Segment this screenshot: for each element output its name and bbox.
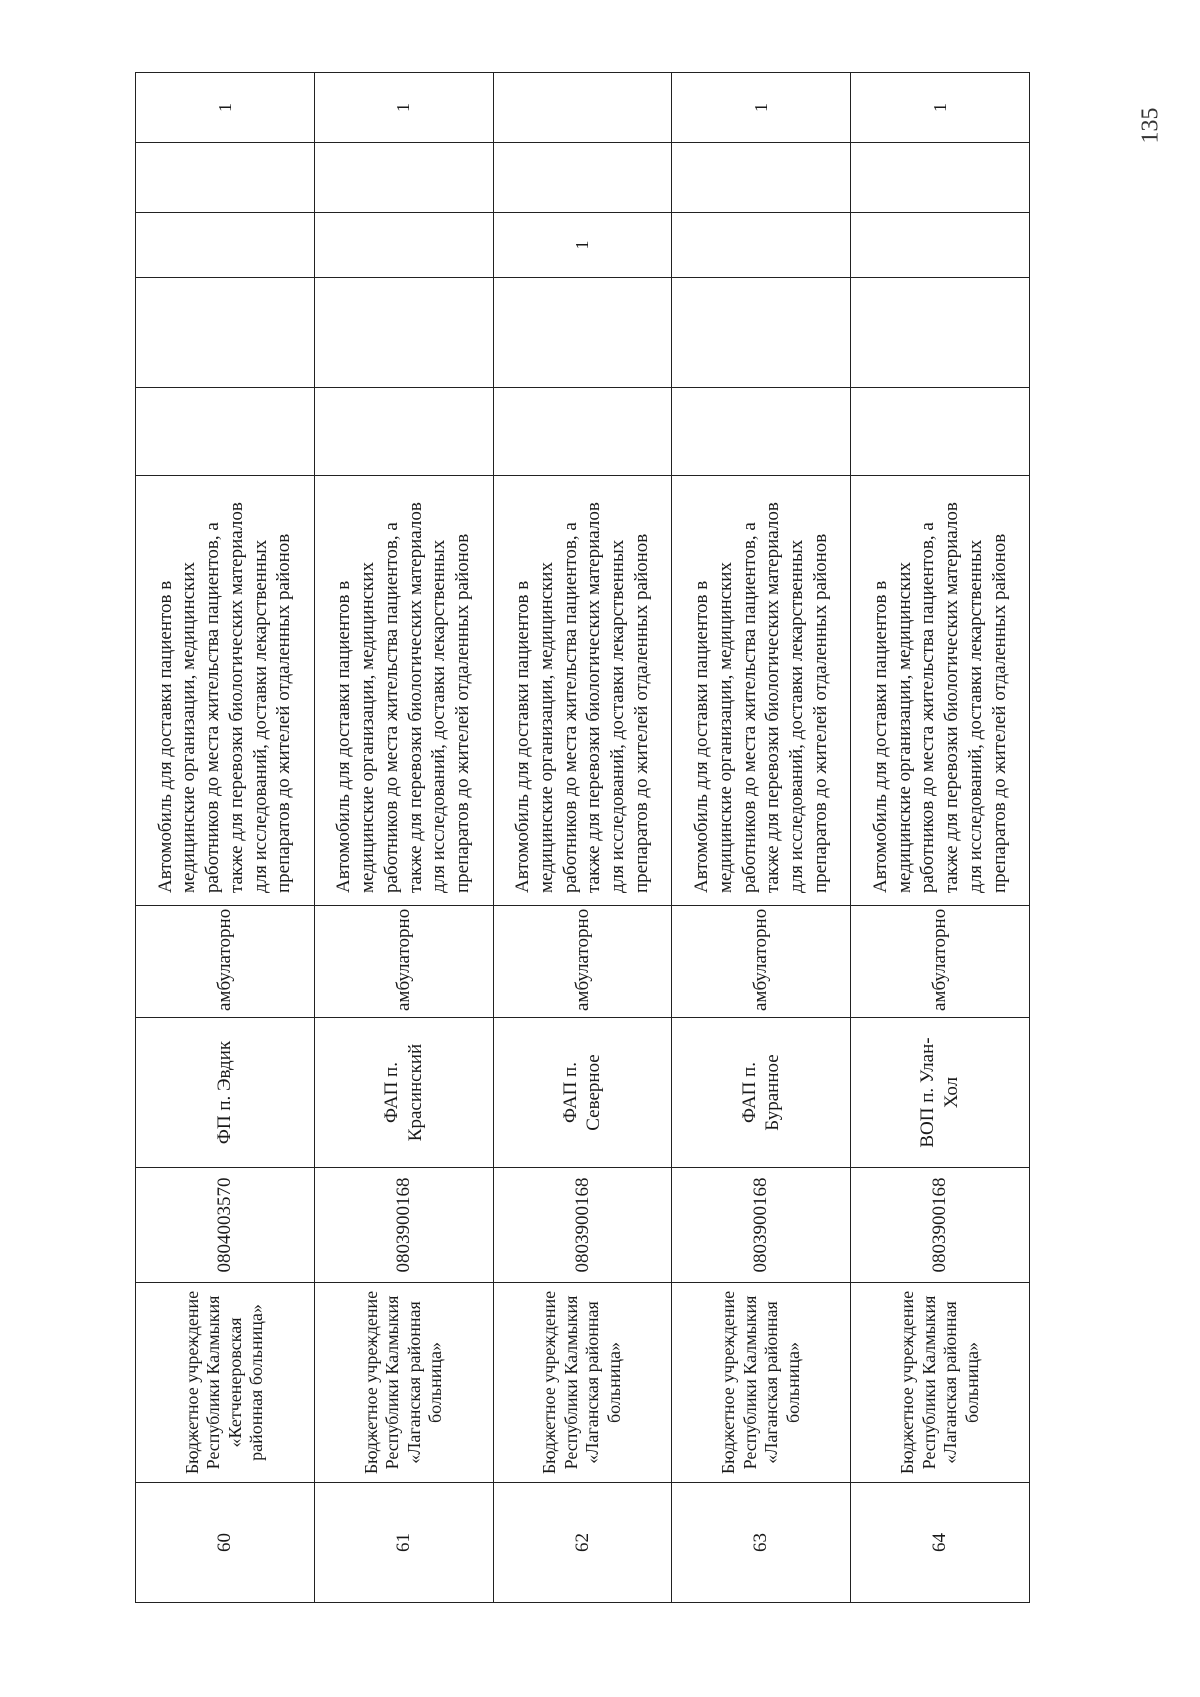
page-number: 135 bbox=[1137, 107, 1164, 144]
count-cell-1 bbox=[493, 388, 672, 476]
count-cell-1 bbox=[136, 388, 315, 476]
institution-code: 0803900168 bbox=[672, 1168, 851, 1283]
facility-name: ФАП п. Красинский bbox=[314, 1018, 493, 1168]
count-cell-1 bbox=[314, 388, 493, 476]
vehicle-description: Автомобиль для доставки пациентов в медицинские организации, медицинских работников до места жительства пациентов, а также для перевозки биологических материалов для исследований, доставки лекарственных препаратов до жителей отдаленных районов bbox=[136, 476, 315, 906]
table-row bbox=[851, 73, 1030, 1603]
vehicle-description: Автомобиль для доставки пациентов в медицинские организации, медицинских работников до места жительства пациентов, а также для перевозки биологических материалов для исследований, доставки лекарственных препаратов до жителей отдаленных районов bbox=[314, 476, 493, 906]
care-mode: амбулаторно bbox=[136, 906, 315, 1018]
institution-name: Бюджетное учреждение Республики Калмыкия «Лаганская районная больница» bbox=[851, 1283, 1030, 1483]
count-cell-3: 1 bbox=[493, 213, 672, 278]
table-row bbox=[672, 73, 851, 1603]
count-cell-4 bbox=[314, 143, 493, 213]
count-cell-4 bbox=[136, 143, 315, 213]
vehicle-distribution-table bbox=[135, 72, 1030, 1603]
count-cell-1 bbox=[851, 388, 1030, 476]
count-cell-3 bbox=[672, 213, 851, 278]
count-cell-2 bbox=[314, 278, 493, 388]
count-cell-5: 1 bbox=[136, 73, 315, 143]
count-cell-3 bbox=[136, 213, 315, 278]
care-mode: амбулаторно bbox=[314, 906, 493, 1018]
count-cell-2 bbox=[493, 278, 672, 388]
row-number: 61 bbox=[314, 1483, 493, 1603]
care-mode: амбулаторно bbox=[493, 906, 672, 1018]
row-number: 63 bbox=[672, 1483, 851, 1603]
institution-name: Бюджетное учреждение Республики Калмыкия «Лаганская районная больница» bbox=[493, 1283, 672, 1483]
institution-code: 0804003570 bbox=[136, 1168, 315, 1283]
facility-name: ФАП п. Буранное bbox=[672, 1018, 851, 1168]
table-row bbox=[136, 73, 315, 1603]
count-cell-2 bbox=[136, 278, 315, 388]
count-cell-4 bbox=[672, 143, 851, 213]
institution-name: Бюджетное учреждение Республики Калмыкия «Лаганская районная больница» bbox=[314, 1283, 493, 1483]
count-cell-2 bbox=[851, 278, 1030, 388]
count-cell-5: 1 bbox=[672, 73, 851, 143]
row-number: 60 bbox=[136, 1483, 315, 1603]
count-cell-5: 1 bbox=[851, 73, 1030, 143]
row-number: 64 bbox=[851, 1483, 1030, 1603]
vehicle-description: Автомобиль для доставки пациентов в медицинские организации, медицинских работников до места жительства пациентов, а также для перевозки биологических материалов для исследований, доставки лекарственных препаратов до жителей отдаленных районов bbox=[672, 476, 851, 906]
count-cell-3 bbox=[314, 213, 493, 278]
institution-name: Бюджетное учреждение Республики Калмыкия «Кетченеровская районная больница» bbox=[136, 1283, 315, 1483]
count-cell-5 bbox=[493, 73, 672, 143]
vehicle-description: Автомобиль для доставки пациентов в медицинские организации, медицинских работников до места жительства пациентов, а также для перевозки биологических материалов для исследований, доставки лекарственных препаратов до жителей отдаленных районов bbox=[493, 476, 672, 906]
institution-code: 0803900168 bbox=[851, 1168, 1030, 1283]
count-cell-4 bbox=[493, 143, 672, 213]
institution-code: 0803900168 bbox=[493, 1168, 672, 1283]
facility-name: ВОП п. Улан-Хол bbox=[851, 1018, 1030, 1168]
row-number: 62 bbox=[493, 1483, 672, 1603]
table-row bbox=[493, 73, 672, 1603]
count-cell-1 bbox=[672, 388, 851, 476]
table-row bbox=[314, 73, 493, 1603]
count-cell-5: 1 bbox=[314, 73, 493, 143]
facility-name: ФП п. Эвдик bbox=[136, 1018, 315, 1168]
count-cell-2 bbox=[672, 278, 851, 388]
facility-name: ФАП п. Северное bbox=[493, 1018, 672, 1168]
care-mode: амбулаторно bbox=[851, 906, 1030, 1018]
care-mode: амбулаторно bbox=[672, 906, 851, 1018]
count-cell-4 bbox=[851, 143, 1030, 213]
institution-name: Бюджетное учреждение Республики Калмыкия «Лаганская районная больница» bbox=[672, 1283, 851, 1483]
rotated-table-wrapper bbox=[135, 73, 1030, 1603]
institution-code: 0803900168 bbox=[314, 1168, 493, 1283]
count-cell-3 bbox=[851, 213, 1030, 278]
vehicle-description: Автомобиль для доставки пациентов в медицинские организации, медицинских работников до места жительства пациентов, а также для перевозки биологических материалов для исследований, доставки лекарственных препаратов до жителей отдаленных районов bbox=[851, 476, 1030, 906]
